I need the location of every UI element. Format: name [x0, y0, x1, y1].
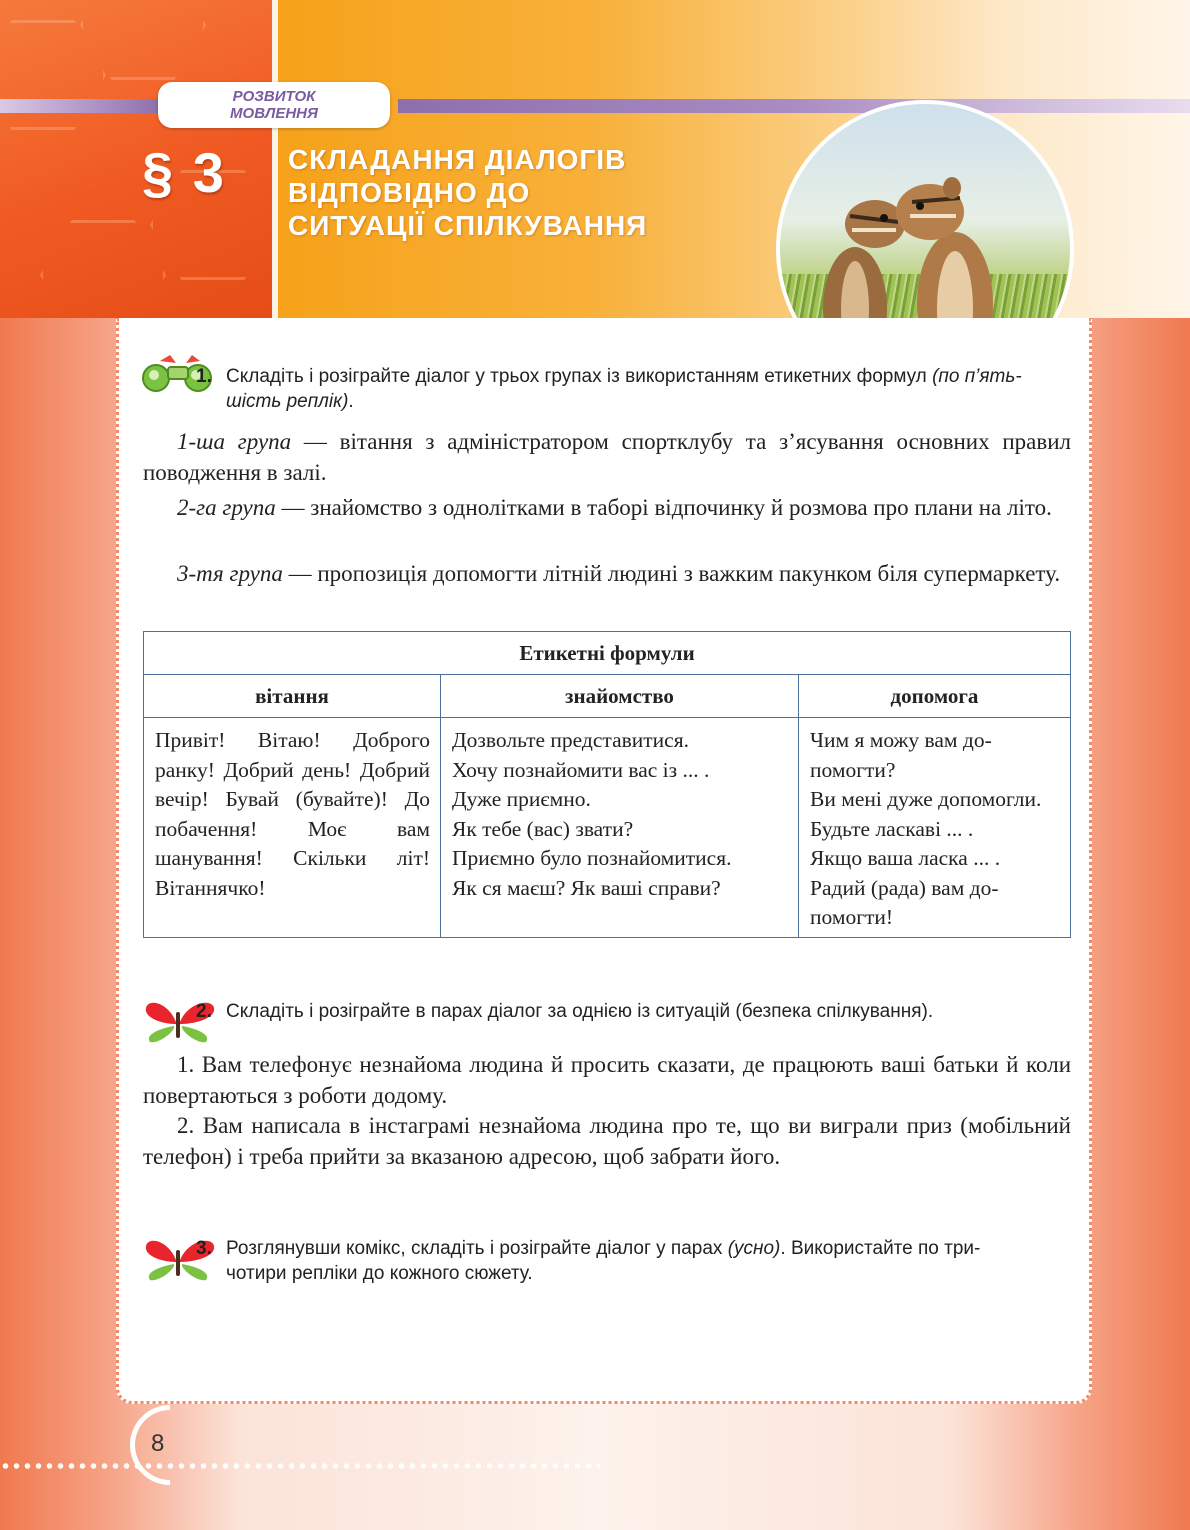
list-item: Чим я можу вам допомогти?: [810, 728, 992, 782]
section-title: [288, 143, 647, 242]
list-item: Ви мені дуже допомогли.: [810, 787, 1042, 811]
section-tag-line2: МОВЛЕННЯ: [230, 105, 318, 122]
etiquette-formulas-table: [143, 631, 1071, 938]
section-title-line1: СКЛАДАННЯ ДІАЛОГІВ: [288, 144, 627, 175]
hexagon-decoration: [40, 220, 166, 318]
list-item: Приємно було познайомитися.: [452, 846, 732, 870]
task-3-end: . Використайте по три-чотири репліки до кожного сюжету.: [226, 1238, 981, 1284]
table-header-greeting: вітання: [144, 675, 441, 718]
list-item: Як ся маєш? Як ваші справи?: [452, 875, 721, 900]
table-caption: Етикетні формули: [144, 632, 1071, 675]
situation-2-paragraph: 2. Вам написала в інстаграмі незнайома людина про те, що ви виграли приз (мобільний телефон) і треба прийти за вказаною адресою, щоб забрати його.: [143, 1113, 1071, 1169]
chipmunks-photo: [776, 100, 1074, 318]
task-2-text: Складіть і розіграйте в парах діалог за однією із ситуацій (безпека спілкування).: [226, 1001, 934, 1022]
task-2-number: 2.: [196, 1001, 212, 1022]
chipmunks-illustration: [780, 104, 1070, 318]
group-3-label: 3-тя група: [177, 561, 283, 586]
task-1-number: 1.: [196, 366, 212, 387]
task-3: [196, 1236, 1026, 1286]
header-left-panel: [0, 0, 272, 318]
list-item: Якщо ваша ласка ... .: [810, 846, 1001, 870]
page-number-ring: [113, 1388, 226, 1501]
task-3-note: (усно): [727, 1238, 781, 1259]
group-2-paragraph: [143, 492, 1071, 523]
situation-1-paragraph: 1. Вам телефонує незнайома людина й просить сказати, де працюють ваші батьки й коли повертаються з роботи додому.: [143, 1052, 1071, 1108]
group-2-label: 2-га група: [177, 495, 276, 520]
section-tag: [158, 82, 390, 128]
table-cell-help: [799, 718, 1071, 938]
list-item: Хочу познайомити вас із ... .: [452, 757, 710, 782]
table-cell-acquaintance: [441, 718, 799, 938]
task-1-text: Складіть і розіграйте діалог у трьох групах із використанням етикетних формул: [226, 366, 933, 387]
task-3-number: 3.: [196, 1238, 212, 1259]
group-3-paragraph: [143, 558, 1071, 589]
section-tag-line1: РОЗВИТОК: [232, 88, 316, 105]
group-1-paragraph: [143, 426, 1071, 488]
group-1-text: — вітання з адміністратором спортклубу та з’ясування основних правил поводження в залі.: [143, 429, 1071, 485]
task-1-note: (по п’ять-шість реплік): [226, 366, 1022, 412]
footer-dots-decoration: [0, 1462, 600, 1470]
task-2: [196, 999, 1026, 1024]
chapter-header: [0, 0, 1190, 318]
purple-stripe-left: [0, 99, 160, 113]
list-item: Будьте ласкаві ... .: [810, 816, 974, 841]
list-item: Дуже приємно.: [452, 787, 591, 811]
list-item: Дозвольте представитися.: [452, 728, 689, 752]
group-2-text: — знайомство з однолітками в таборі відпочинку й розмова про плани на літо.: [275, 495, 1052, 520]
page-number: 8: [151, 1430, 165, 1457]
section-title-line2: ВІДПОВІДНО ДО: [288, 177, 531, 208]
table-cell-greeting: Привіт! Вітаю! Доброго ранку! Добрий день! Добрий вечір! Бувай (бувайте)! До побачення! Моє вам шанування! Скільки літ! Вітаннячко!: [144, 718, 441, 938]
list-item: Радий (рада) вам допомогти!: [810, 875, 999, 929]
task-3-text: Розглянувши комікс, складіть і розіграйте діалог у парах: [226, 1238, 728, 1259]
task-1-end: .: [348, 391, 354, 412]
list-item: Як тебе (вас) звати?: [452, 816, 634, 841]
table-header-acquaintance: знайомство: [441, 675, 799, 718]
section-number: § 3: [142, 141, 226, 204]
group-1-label: 1-ша група: [177, 429, 292, 454]
section-title-line3: СИТУАЦІЇ СПІЛКУВАННЯ: [288, 210, 648, 241]
task-1: [196, 364, 1026, 414]
table-header-help: допомога: [799, 675, 1071, 718]
group-3-text: — пропозиція допомогти літній людині з важким пакунком біля супермаркету.: [282, 561, 1061, 586]
